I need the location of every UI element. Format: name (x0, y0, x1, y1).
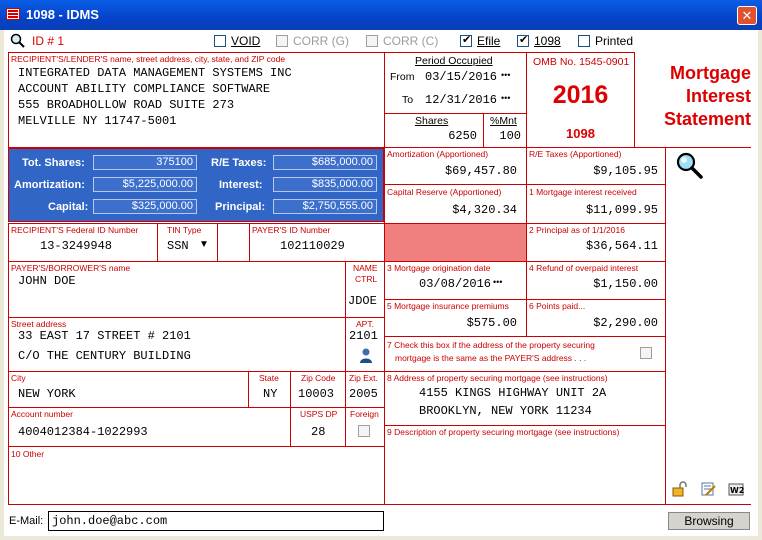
payer-name-label: PAYER'S/BORROWER'S name (11, 263, 131, 273)
state-value: NY (263, 387, 278, 401)
from-date[interactable]: 03/15/2016 (425, 70, 498, 84)
tin-spacer (217, 223, 250, 262)
usps-value: 28 (311, 425, 326, 439)
box3-label: 3 Mortgage origination date (387, 263, 491, 273)
pct-label: %Mnt (490, 115, 517, 127)
payer-id-value: 102110029 (280, 239, 345, 253)
recipient-line2: ACCOUNT ABILITY COMPLIANCE SOFTWARE (18, 82, 271, 96)
totals-panel (8, 148, 384, 222)
to-label: To (402, 94, 414, 106)
tot-capital-value: $325,000.00 (93, 199, 197, 214)
corr-c-label: CORR (C) (383, 34, 439, 48)
omb-number: OMB No. 1545-0901 (533, 56, 630, 68)
tot-amort-label: Amortization: (14, 179, 85, 191)
city-value: NEW YORK (18, 387, 76, 401)
foreign-checkbox[interactable] (358, 425, 370, 437)
box7-label-1: 7 Check this box if the address of the property securing (387, 340, 595, 350)
street-label: Street address (11, 319, 67, 329)
box8-property-address[interactable] (384, 371, 666, 426)
box3-origination[interactable] (384, 261, 527, 300)
capital-reserve-label: Capital Reserve (Apportioned) (387, 187, 502, 197)
tot-interest-value: $835,000.00 (273, 177, 377, 192)
box7-checkbox[interactable] (640, 347, 652, 359)
form-1098-checkbox[interactable] (517, 34, 561, 48)
period-label: Period Occupied (415, 55, 493, 67)
street-line2: C/O THE CENTURY BUILDING (18, 349, 191, 363)
blank-shaded-box (384, 223, 527, 262)
window-title: 1098 - IDMS (26, 7, 99, 22)
person-icon[interactable] (358, 347, 374, 363)
recipient-label: RECIPIENT'S/LENDER'S name, street address, city, state, and ZIP code (11, 54, 286, 64)
unlock-icon[interactable] (672, 481, 688, 497)
zip-ext-box[interactable] (345, 371, 385, 408)
box6-label: 6 Points paid... (529, 301, 586, 311)
tin-type-box[interactable] (157, 223, 218, 262)
shares-value: 6250 (448, 129, 477, 143)
box2-principal[interactable] (526, 223, 666, 262)
tot-principal-value: $2,750,555.00 (273, 199, 377, 214)
fed-id-value: 13-3249948 (40, 239, 113, 253)
recipient-box[interactable] (8, 52, 385, 148)
printed-label: Printed (595, 34, 634, 48)
box1-interest[interactable] (526, 184, 666, 224)
shares-label: Shares (415, 115, 449, 127)
retax-label: R/E Taxes (Apportioned) (529, 149, 622, 159)
box7-label-2: mortgage is the same as the PAYER'S address . . . (395, 353, 587, 363)
corr-g-label: CORR (G) (293, 34, 349, 48)
void-checkbox[interactable] (214, 34, 260, 48)
payer-name-value: JOHN DOE (18, 274, 76, 288)
zip-value: 10003 (298, 387, 335, 401)
box8-label: 8 Address of property securing mortgage (see instructions) (387, 373, 608, 383)
foreign-label: Foreign (350, 409, 379, 419)
payer-id-box[interactable] (249, 223, 385, 262)
capital-reserve-value: $4,320.34 (452, 203, 517, 217)
email-label: E-Mail: (9, 515, 44, 527)
tin-label: TIN Type (167, 225, 202, 235)
tot-shares-label: Tot. Shares: (22, 157, 85, 169)
box8-line1: 4155 KINGS HIGHWAY UNIT 2A (419, 386, 607, 400)
tot-amort-value: $5,225,000.00 (93, 177, 197, 192)
street-line1: 33 EAST 17 STREET # 2101 (18, 329, 191, 343)
amort-label: Amortization (Apportioned) (387, 149, 489, 159)
name-ctrl-value: JDOE (348, 294, 377, 308)
app-icon (6, 8, 20, 20)
other-label: 10 Other (11, 449, 45, 459)
efile-label: Efile (477, 34, 501, 48)
other-box[interactable] (8, 446, 385, 505)
zip-ext-label: Zip Ext. (349, 373, 378, 383)
tin-value: SSN (167, 239, 189, 253)
title-bar (0, 0, 762, 30)
box9-description[interactable] (384, 425, 666, 505)
form-title-line2: Interest (685, 86, 751, 106)
apt-box[interactable] (345, 317, 385, 372)
payer-name-box[interactable] (8, 261, 346, 318)
zip-box[interactable] (290, 371, 346, 408)
edit-document-icon[interactable] (700, 481, 716, 497)
pct-value: 100 (499, 129, 521, 143)
zip-label: Zip Code (301, 373, 336, 383)
recipient-line3: 555 BROADHOLLOW ROAD SUITE 273 (18, 98, 235, 112)
box2-value: $36,564.11 (585, 239, 658, 253)
box2-label: 2 Principal as of 1/1/2016 (529, 225, 625, 235)
box8-line2: BROOKLYN, NEW YORK 11234 (419, 404, 592, 418)
box4-refund[interactable] (526, 261, 666, 300)
from-date-picker[interactable]: ••• (501, 70, 511, 80)
pct-box[interactable] (483, 113, 527, 148)
void-label: VOID (231, 34, 261, 48)
box3-value: 03/08/2016 (419, 277, 492, 291)
box9-label: 9 Description of property securing mortgage (see instructions) (387, 427, 620, 437)
to-date[interactable]: 12/31/2016 (425, 93, 498, 107)
account-value: 4004012384-1022993 (18, 425, 148, 439)
apt-value: 2101 (349, 329, 378, 343)
usps-label: USPS DP (300, 409, 338, 419)
to-date-picker[interactable]: ••• (501, 93, 511, 103)
box5-value: $575.00 (466, 316, 517, 330)
tot-shares-value: 375100 (93, 155, 197, 170)
recipient-line4: MELVILLE NY 11747-5001 (18, 114, 177, 128)
recipient-line1: INTEGRATED DATA MANAGEMENT SYSTEMS INC (18, 66, 292, 80)
retax-box[interactable] (526, 147, 666, 185)
form-1098-label: 1098 (534, 34, 561, 48)
tot-principal-label: Principal: (215, 201, 266, 213)
state-label: State (259, 373, 279, 383)
account-number-box[interactable] (8, 407, 291, 447)
period-box (384, 52, 527, 114)
box5-insurance[interactable] (384, 299, 527, 337)
browsing-button[interactable]: Browsing (668, 512, 750, 530)
payer-id-label: PAYER'S ID Number (252, 225, 331, 235)
box1-label: 1 Mortgage interest received (529, 187, 637, 197)
corr-g-checkbox[interactable] (276, 34, 349, 48)
svg-text:W2: W2 (730, 486, 744, 495)
fed-id-label: RECIPIENT'S Federal ID Number (11, 225, 139, 235)
usps-dp-box[interactable] (290, 407, 346, 447)
capital-reserve-box[interactable] (384, 184, 527, 224)
foreign-box (345, 407, 385, 447)
shares-box[interactable] (384, 113, 484, 148)
efile-checkbox[interactable] (460, 34, 500, 48)
apt-label: APT. (356, 319, 374, 329)
amort-value: $69,457.80 (444, 164, 517, 178)
tot-capital-label: Capital: (48, 201, 89, 213)
box4-label: 4 Refund of overpaid interest (529, 263, 639, 273)
box6-value: $2,290.00 (593, 316, 658, 330)
zip-ext-value: 2005 (349, 387, 378, 401)
name-ctrl-box[interactable] (345, 261, 385, 318)
magnifier-icon[interactable] (10, 33, 26, 49)
city-box[interactable] (8, 371, 249, 408)
form-title-line1: Mortgage (670, 63, 751, 83)
box7-same-address (384, 336, 666, 372)
box4-value: $1,150.00 (593, 277, 658, 291)
state-box[interactable] (248, 371, 291, 408)
box6-points[interactable] (526, 299, 666, 337)
form-title-line3: Statement (663, 109, 751, 129)
tot-retax-value: $685,000.00 (273, 155, 377, 170)
form-number: 1098 (566, 126, 595, 141)
box5-label: 5 Mortgage insurance premiums (387, 301, 509, 311)
search-icon[interactable] (674, 150, 704, 180)
amort-box[interactable] (384, 147, 527, 185)
corr-c-checkbox[interactable] (366, 34, 438, 48)
tax-year: 2016 (552, 81, 609, 109)
tot-retax-label: R/E Taxes: (211, 157, 267, 169)
account-label: Account number (11, 409, 73, 419)
retax-value: $9,105.95 (593, 164, 658, 178)
tools-strip (665, 147, 751, 505)
omb-box (526, 52, 635, 148)
close-button[interactable]: ✕ (737, 6, 757, 25)
street-address-box[interactable] (8, 317, 346, 372)
box1-value: $11,099.95 (585, 203, 658, 217)
email-input[interactable]: john.doe@abc.com (48, 511, 384, 531)
recipient-fed-id-box[interactable] (8, 223, 158, 262)
name-ctrl-label-1: NAME (353, 263, 378, 273)
w2-form-icon[interactable] (728, 481, 744, 497)
form-title (636, 62, 751, 131)
record-id: ID # 1 (32, 34, 65, 48)
from-label: From (390, 71, 415, 83)
city-label: City (11, 373, 26, 383)
origination-date-picker[interactable]: ••• (493, 277, 503, 287)
tot-interest-label: Interest: (219, 179, 263, 191)
chevron-down-icon[interactable]: ▼ (199, 239, 209, 250)
name-ctrl-label-2: CTRL (355, 274, 378, 284)
printed-checkbox[interactable] (578, 34, 633, 48)
